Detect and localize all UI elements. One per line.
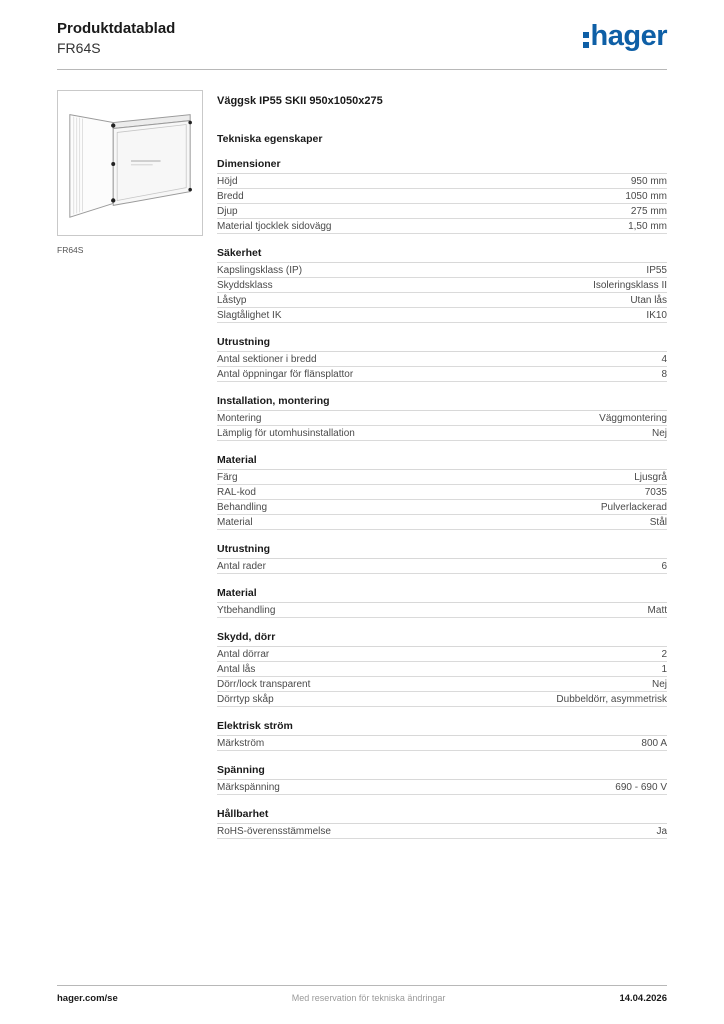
spec-row bbox=[217, 308, 667, 323]
spec-value: 690 - 690 V bbox=[615, 781, 667, 793]
spec-value: Ljusgrå bbox=[634, 471, 667, 483]
spec-label: Antal dörrar bbox=[217, 648, 270, 660]
spec-value: 4 bbox=[661, 353, 667, 365]
section-title: Installation, montering bbox=[217, 395, 667, 411]
spec-row bbox=[217, 662, 667, 677]
spec-label: Lämplig för utomhusinstallation bbox=[217, 427, 355, 439]
section-title: Skydd, dörr bbox=[217, 631, 667, 647]
spec-label: Antal lås bbox=[217, 663, 256, 675]
spec-label: Montering bbox=[217, 412, 262, 424]
spec-column bbox=[217, 90, 667, 839]
spec-label: Märkström bbox=[217, 737, 265, 749]
spec-value: Nej bbox=[651, 427, 667, 439]
spec-row bbox=[217, 470, 667, 485]
logo-dot-bottom bbox=[583, 42, 589, 48]
section-title: Material bbox=[217, 454, 667, 470]
footer-date: 14.04.2026 bbox=[619, 993, 667, 1004]
product-code: FR64S bbox=[57, 40, 101, 56]
spec-value: Utan lås bbox=[630, 294, 667, 306]
spec-label: Material bbox=[217, 516, 253, 528]
spec-value: Stål bbox=[649, 516, 667, 528]
spec-value: Dubbeldörr, asymmetrisk bbox=[556, 693, 667, 705]
spec-label: Behandling bbox=[217, 501, 268, 513]
spec-value: 6 bbox=[661, 560, 667, 572]
spec-value: 1050 mm bbox=[625, 190, 667, 202]
spec-label: Antal rader bbox=[217, 560, 266, 572]
spec-label: Höjd bbox=[217, 175, 238, 187]
spec-value: 8 bbox=[661, 368, 667, 380]
spec-row bbox=[217, 647, 667, 662]
spec-label: Djup bbox=[217, 205, 238, 217]
hager-logo-colon-icon bbox=[583, 32, 589, 48]
section-title: Säkerhet bbox=[217, 247, 667, 263]
section-title: Elektrisk ström bbox=[217, 720, 667, 736]
logo-dot-top bbox=[583, 32, 589, 38]
spec-label: Kapslingsklass (IP) bbox=[217, 264, 303, 276]
spec-value: 7035 bbox=[644, 486, 667, 498]
spec-label: Skyddsklass bbox=[217, 279, 273, 291]
spec-row bbox=[217, 352, 667, 367]
spec-row bbox=[217, 278, 667, 293]
spec-row bbox=[217, 559, 667, 574]
spec-row bbox=[217, 426, 667, 441]
spec-label: Antal öppningar för flänsplattor bbox=[217, 368, 354, 380]
product-title: Väggsk IP55 SKII 950x1050x275 bbox=[217, 95, 383, 107]
doc-type: Produktdatablad bbox=[57, 20, 176, 37]
spec-row bbox=[217, 189, 667, 204]
spec-row bbox=[217, 824, 667, 839]
spec-label: Antal sektioner i bredd bbox=[217, 353, 317, 365]
spec-row bbox=[217, 780, 667, 795]
spec-row bbox=[217, 174, 667, 189]
product-image-column bbox=[57, 90, 205, 839]
spec-row bbox=[217, 411, 667, 426]
footer-disclaimer: Med reservation för tekniska ändringar bbox=[291, 993, 446, 1003]
spec-row bbox=[217, 500, 667, 515]
spec-label: Material tjocklek sidovägg bbox=[217, 220, 332, 232]
spec-row bbox=[217, 219, 667, 234]
header-divider bbox=[57, 69, 667, 70]
header bbox=[57, 20, 667, 56]
spec-row bbox=[217, 293, 667, 308]
spec-value: 1 bbox=[661, 663, 667, 675]
spec-row bbox=[217, 736, 667, 751]
spec-sections bbox=[217, 158, 667, 839]
enclosure-drawing-icon bbox=[58, 91, 202, 235]
header-titles bbox=[57, 20, 175, 56]
spec-row bbox=[217, 515, 667, 530]
spec-value: 275 mm bbox=[630, 205, 667, 217]
spec-label: Låstyp bbox=[217, 294, 247, 306]
spec-value: Väggmontering bbox=[599, 412, 667, 424]
spec-row bbox=[217, 692, 667, 707]
product-image bbox=[57, 90, 203, 236]
content bbox=[57, 90, 667, 839]
section-title: Dimensioner bbox=[217, 158, 667, 174]
spec-row bbox=[217, 263, 667, 278]
spec-value: 1,50 mm bbox=[628, 220, 667, 232]
spec-label: RAL-kod bbox=[217, 486, 256, 498]
spec-label: Dörrtyp skåp bbox=[217, 693, 274, 705]
specs-heading: Tekniska egenskaper bbox=[217, 133, 323, 145]
spec-value: 950 mm bbox=[630, 175, 667, 187]
spec-value: IK10 bbox=[646, 309, 667, 321]
spec-label: Färg bbox=[217, 471, 238, 483]
footer-divider bbox=[57, 985, 667, 986]
section-title: Utrustning bbox=[217, 336, 667, 352]
footer-website: hager.com/se bbox=[57, 993, 118, 1004]
section-title: Spänning bbox=[217, 764, 667, 780]
footer-row bbox=[57, 993, 667, 1004]
spec-value: Nej bbox=[651, 678, 667, 690]
spec-value: Ja bbox=[656, 825, 667, 837]
section-title: Material bbox=[217, 587, 667, 603]
spec-row bbox=[217, 204, 667, 219]
spec-value: Matt bbox=[647, 604, 667, 616]
section-title: Hållbarhet bbox=[217, 808, 667, 824]
spec-value: Isoleringsklass II bbox=[593, 279, 667, 291]
spec-label: Slagtålighet IK bbox=[217, 309, 282, 321]
product-image-caption: FR64S bbox=[57, 245, 84, 255]
spec-label: Bredd bbox=[217, 190, 244, 202]
footer bbox=[57, 985, 667, 1004]
spec-label: Ytbehandling bbox=[217, 604, 276, 616]
spec-row bbox=[217, 603, 667, 618]
section-title: Utrustning bbox=[217, 543, 667, 559]
spec-row bbox=[217, 677, 667, 692]
hager-logo-text: hager bbox=[590, 20, 667, 52]
spec-label: Märkspänning bbox=[217, 781, 280, 793]
hager-logo bbox=[583, 20, 667, 51]
spec-row bbox=[217, 367, 667, 382]
spec-value: 800 A bbox=[641, 737, 667, 749]
spec-label: RoHS-överensstämmelse bbox=[217, 825, 331, 837]
spec-label: Dörr/lock transparent bbox=[217, 678, 311, 690]
spec-row bbox=[217, 485, 667, 500]
spec-value: IP55 bbox=[646, 264, 667, 276]
spec-value: 2 bbox=[661, 648, 667, 660]
spec-value: Pulverlackerad bbox=[600, 501, 667, 513]
